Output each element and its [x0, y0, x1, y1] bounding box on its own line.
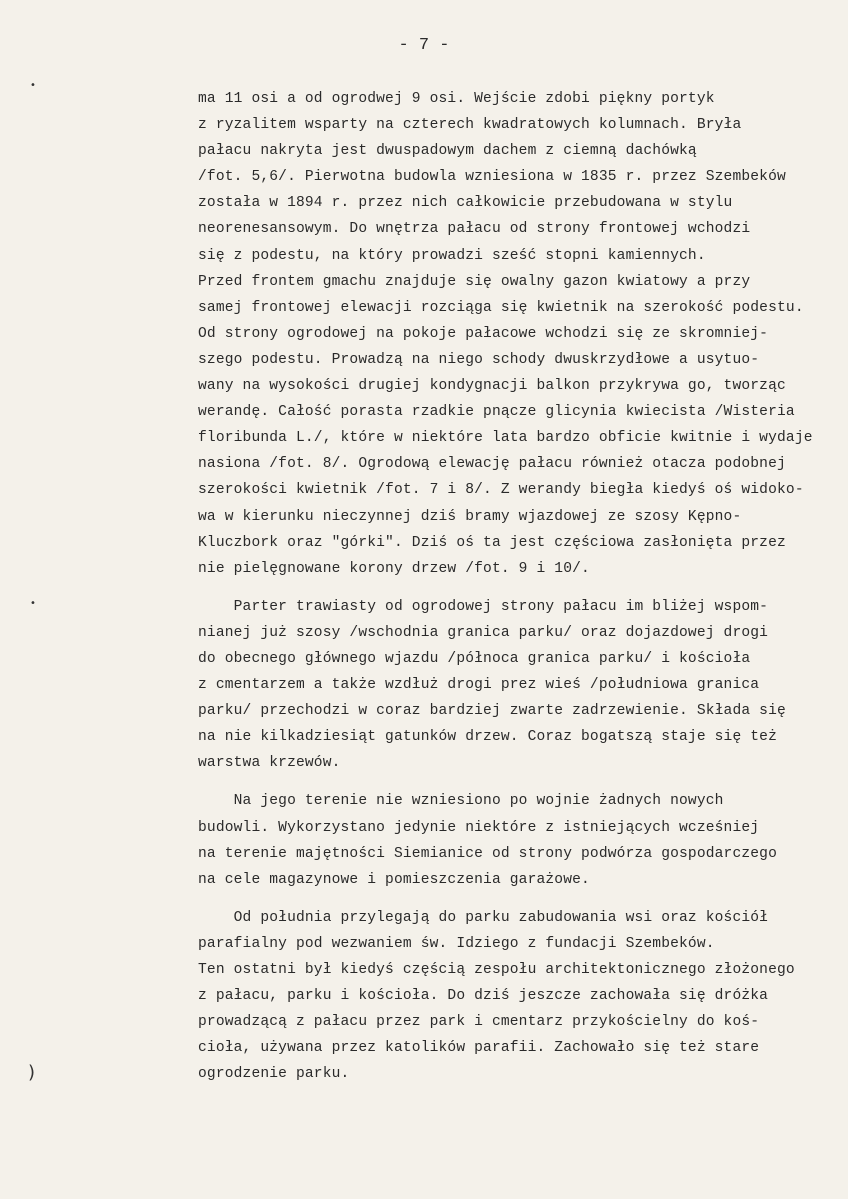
- paragraph-2: [198, 594, 838, 777]
- text-line: neorenesansowym. Do wnętrza pałacu od strony frontowej wchodzi: [198, 221, 751, 238]
- text-line: na nie kilkadziesiąt gatunków drzew. Coraz bogatszą staje się też: [198, 729, 777, 746]
- text-line: Przed frontem gmachu znajduje się owalny gazon kwiatowy a przy: [198, 273, 751, 290]
- text-line: ogrodzenie parku.: [198, 1066, 350, 1083]
- text-line: samej frontowej elewacji rozciąga się kwietnik na szerokość podestu.: [198, 299, 804, 316]
- text-line: nie pielęgnowane korony drzew /fot. 9 i 10/.: [198, 560, 590, 577]
- text-line: nianej już szosy /wschodnia granica parku/ oraz dojazdowej drogi: [198, 624, 769, 641]
- margin-bracket: ): [28, 1062, 36, 1083]
- page-number: - 7 -: [398, 36, 450, 55]
- body-text: [198, 86, 838, 1087]
- text-line: z ryzalitem wsparty na czterech kwadratowych kolumnach. Bryła: [198, 117, 742, 134]
- text-line: cioła, używana przez katolików parafii. Zachowało się też stare: [198, 1040, 760, 1057]
- text-line: Od strony ogrodowej na pokoje pałacowe wchodzi się ze skromniej-: [198, 325, 769, 342]
- text-line: do obecnego głównego wjazdu /północa granica parku/ i kościoła: [198, 650, 751, 667]
- text-line: wany na wysokości drugiej kondygnacji balkon przykrywa go, tworząc: [198, 378, 786, 395]
- text-line: z cmentarzem a także wzdłuż drogi prez wieś /południowa granica: [198, 677, 760, 694]
- text-line: na cele magazynowe i pomieszczenia garażowe.: [198, 871, 590, 888]
- paragraph-1: [198, 86, 838, 582]
- text-line: parku/ przechodzi w coraz bardziej zwarte zadrzewienie. Składa się: [198, 703, 786, 720]
- text-line: pałacu nakryta jest dwuspadowym dachem z ciemną dachówką: [198, 143, 697, 160]
- text-line: z pałacu, parku i kościoła. Do dziś jeszcze zachowała się dróżka: [198, 988, 769, 1005]
- text-line: nasiona /fot. 8/. Ogrodową elewację pałacu również otacza podobnej: [198, 456, 786, 473]
- text-line: Ten ostatni był kiedyś częścią zespołu architektonicznego złożonego: [198, 962, 795, 978]
- text-line: na terenie majętności Siemianice od strony podwórza gospodarczego: [198, 845, 777, 862]
- text-line: Parter trawiasty od ogrodowej strony pałacu im bliżej wspom-: [198, 598, 769, 615]
- text-line: parafialny pod wezwaniem św. Idziego z fundacji Szembeków.: [198, 935, 715, 952]
- margin-dot: •: [30, 80, 36, 91]
- text-line: Od południa przylegają do parku zabudowania wsi oraz kościół: [198, 909, 769, 926]
- text-line: Na jego terenie nie wzniesiono po wojnie żadnych nowych: [198, 793, 724, 810]
- text-line: ma 11 osi a od ogrodwej 9 osi. Wejście zdobi piękny portyk: [198, 91, 715, 107]
- text-line: szego podestu. Prowadzą na niego schody dwuskrzydłowe a usytuo-: [198, 351, 760, 368]
- text-line: werandę. Całość porasta rzadkie pnącze glicynia kwiecista /Wisteria: [198, 404, 795, 421]
- paragraph-3: [198, 788, 838, 892]
- text-line: budowli. Wykorzystano jedynie niektóre z istniejących wcześniej: [198, 819, 760, 836]
- text-line: została w 1894 r. przez nich całkowicie przebudowana w stylu: [198, 195, 733, 212]
- text-line: się z podestu, na który prowadzi sześć stopni kamiennych.: [198, 247, 706, 264]
- text-line: warstwa krzewów.: [198, 755, 341, 772]
- text-line: floribunda L./, które w niektóre lata bardzo obficie kwitnie i wydaje: [198, 430, 813, 447]
- text-line: /fot. 5,6/. Pierwotna budowla wzniesiona w 1835 r. przez Szembeków: [198, 169, 786, 186]
- margin-dot: •: [30, 598, 36, 609]
- text-line: prowadzącą z pałacu przez park i cmentarz przykościelny do koś-: [198, 1014, 760, 1031]
- text-line: wa w kierunku nieczynnej dziś bramy wjazdowej ze szosy Kępno-: [198, 508, 742, 525]
- text-line: Kluczbork oraz "górki". Dziś oś ta jest częściowa zasłonięta przez: [198, 534, 786, 551]
- paragraph-4: [198, 905, 838, 1088]
- text-line: szerokości kwietnik /fot. 7 i 8/. Z werandy biegła kiedyś oś widoko-: [198, 482, 804, 499]
